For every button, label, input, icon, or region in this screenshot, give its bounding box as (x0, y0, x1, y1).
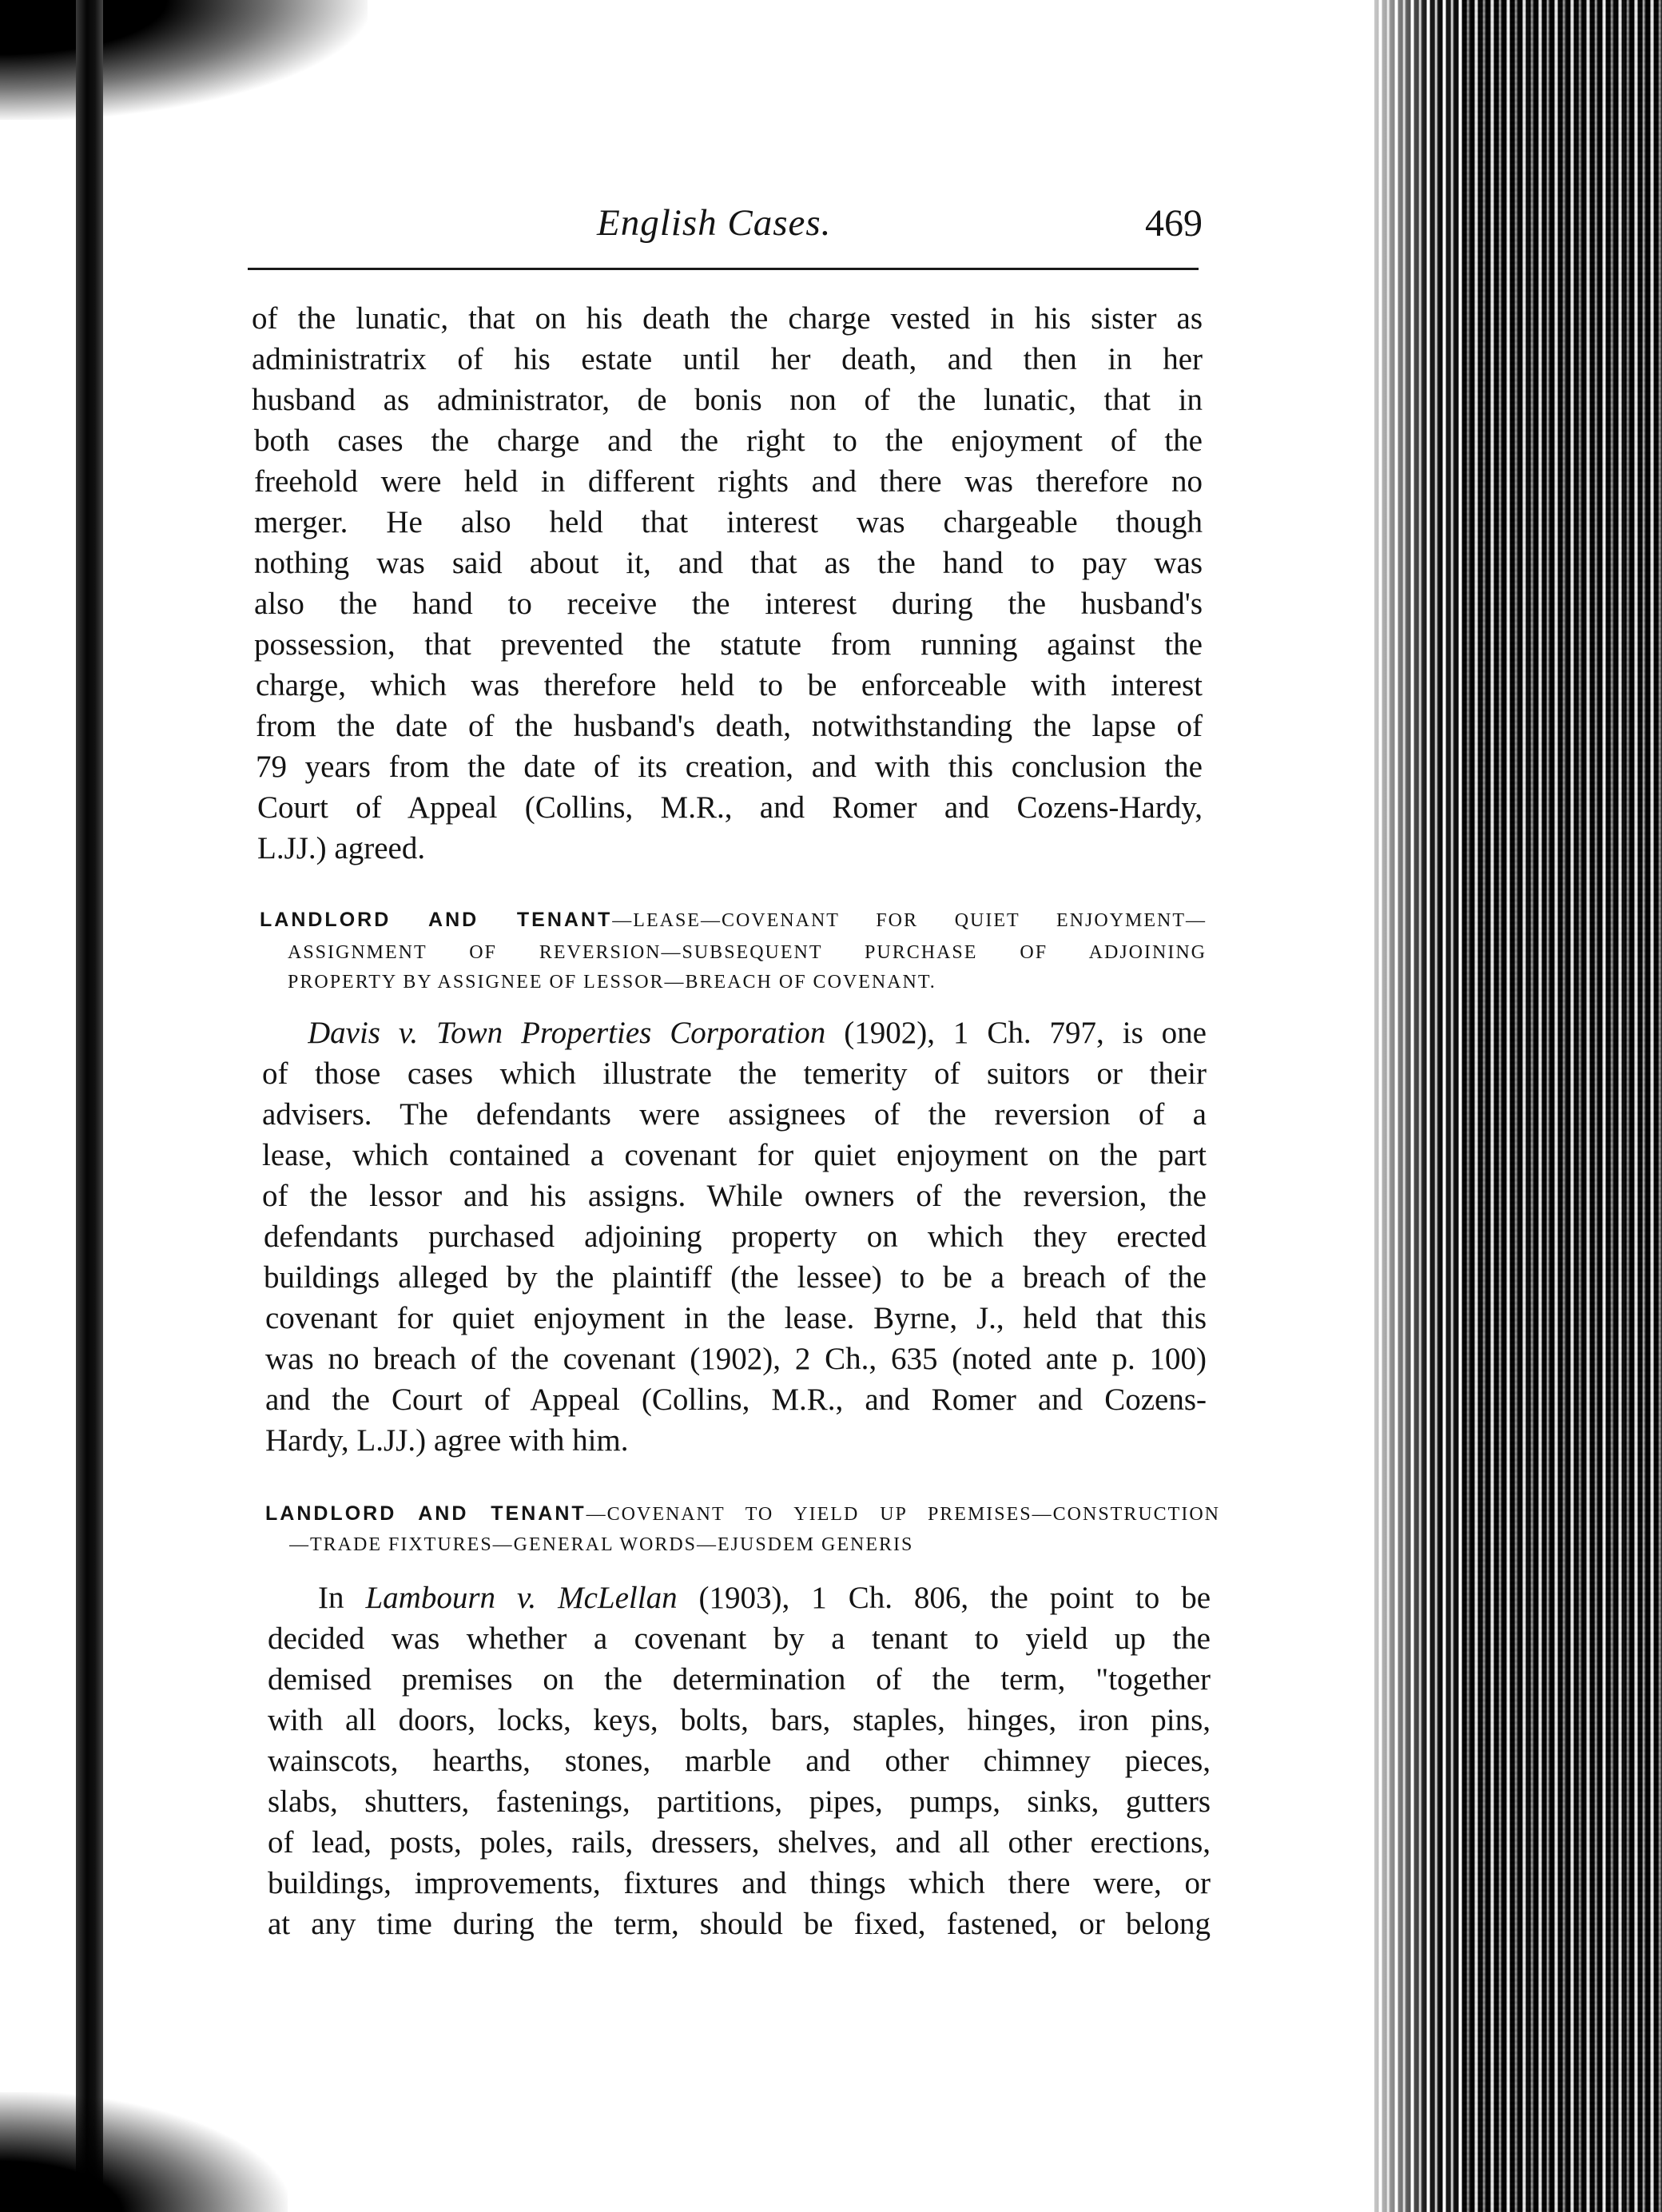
heading-line (260, 908, 1207, 933)
text-line: slabs, shutters, fastenings, partitions, pipes, pumps, sinks, gutters (268, 1784, 1211, 1819)
text-line: of the lessor and his assigns. While owners of the reversion, the (262, 1179, 1207, 1213)
scan-smudge-top (0, 0, 368, 120)
page-header (252, 201, 1203, 257)
text-line: both cases the charge and the right to the enjoyment of the (254, 424, 1203, 458)
page-edge-fade (1358, 0, 1430, 2212)
text-line: of lead, posts, poles, rails, dressers, shelves, and all other erections, (268, 1825, 1211, 1860)
text-line (308, 1013, 1207, 1053)
text-line: also the hand to receive the interest during the husband's (254, 587, 1203, 621)
heading-line: PROPERTY BY ASSIGNEE OF LESSOR—BREACH OF COVENANT. (288, 972, 936, 993)
text-line: husband as administrator, de bonis non of the lunatic, that in (252, 383, 1203, 417)
text-line: of those cases which illustrate the temerity of suitors or their (262, 1056, 1207, 1091)
text-line: charge, which was therefore held to be enforceable with interest (256, 668, 1203, 702)
scan-smudge-bottom (0, 2092, 288, 2212)
text-line: merger. He also held that interest was chargeable though (254, 505, 1203, 539)
text-line: lease, which contained a covenant for quiet enjoyment on the part (262, 1138, 1207, 1172)
citation: (1903), 1 Ch. 806, the point to be (677, 1581, 1211, 1615)
text-line (318, 1578, 1211, 1618)
text-line: wainscots, hearths, stones, marble and other chimney pieces, (268, 1744, 1211, 1778)
text-line: at any time during the term, should be fixed, fastened, or belong (268, 1907, 1211, 1941)
text-line: covenant for quiet enjoyment in the lease. Byrne, J., held that this (265, 1301, 1207, 1335)
intro-word: In (318, 1581, 366, 1615)
heading-text: —LEASE—COVENANT FOR QUIET ENJOYMENT— (612, 910, 1207, 931)
text-line: 79 years from the date of its creation, and with this conclusion the (256, 750, 1203, 784)
heading-text: —COVENANT TO YIELD UP PREMISES—CONSTRUCTION (586, 1504, 1220, 1525)
case-name: Davis v. Town Properties Corporation (308, 1016, 826, 1050)
text-line: with all doors, locks, keys, bolts, bars, staples, hinges, iron pins, (268, 1703, 1211, 1737)
page-number: 469 (1145, 202, 1203, 245)
text-line: buildings alleged by the plaintiff (the lessee) to be a breach of the (264, 1260, 1207, 1295)
text-line: demised premises on the determination of the term, "together (268, 1662, 1211, 1697)
text-line: defendants purchased adjoining property on which they erected (264, 1219, 1207, 1254)
heading-line (265, 1502, 1220, 1526)
heading-line: —TRADE FIXTURES—GENERAL WORDS—EJUSDEM GENERIS (289, 1534, 914, 1555)
heading-keyword: LANDLORD AND TENANT (260, 909, 613, 931)
running-head: English Cases. (597, 202, 832, 244)
text-line: administratrix of his estate until her death, and then in her (252, 342, 1203, 376)
heading-line: ASSIGNMENT OF REVERSION—SUBSEQUENT PURCHASE OF ADJOINING (288, 942, 1207, 963)
text-line: advisers. The defendants were assignees of the reversion of a (262, 1097, 1207, 1132)
heading-keyword: LANDLORD AND TENANT (265, 1502, 586, 1525)
case-name: Lambourn v. McLellan (365, 1581, 678, 1615)
text-line: Court of Appeal (Collins, M.R., and Romer and Cozens-Hardy, (257, 790, 1203, 825)
text-line: Hardy, L.JJ.) agree with him. (265, 1423, 629, 1458)
text-line: from the date of the husband's death, notwithstanding the lapse of (256, 709, 1203, 743)
text-line: nothing was said about it, and that as the hand to pay was (254, 546, 1203, 580)
text-line: freehold were held in different rights and there was therefore no (254, 464, 1203, 499)
text-line: buildings, improvements, fixtures and things which there were, or (268, 1866, 1211, 1900)
text-line: possession, that prevented the statute from running against the (254, 627, 1203, 662)
book-spine-shadow (76, 0, 103, 2212)
text-line: L.JJ.) agreed. (257, 831, 426, 865)
header-rule (248, 268, 1199, 270)
text-line: was no breach of the covenant (1902), 2 Ch., 635 (noted ante p. 100) (265, 1342, 1207, 1376)
text-line: of the lunatic, that on his death the charge vested in his sister as (252, 301, 1203, 336)
text-line: and the Court of Appeal (Collins, M.R., and Romer and Cozens- (265, 1382, 1207, 1417)
text-line: decided was whether a covenant by a tenant to yield up the (268, 1621, 1211, 1656)
citation: (1902), 1 Ch. 797, is one (825, 1016, 1207, 1050)
